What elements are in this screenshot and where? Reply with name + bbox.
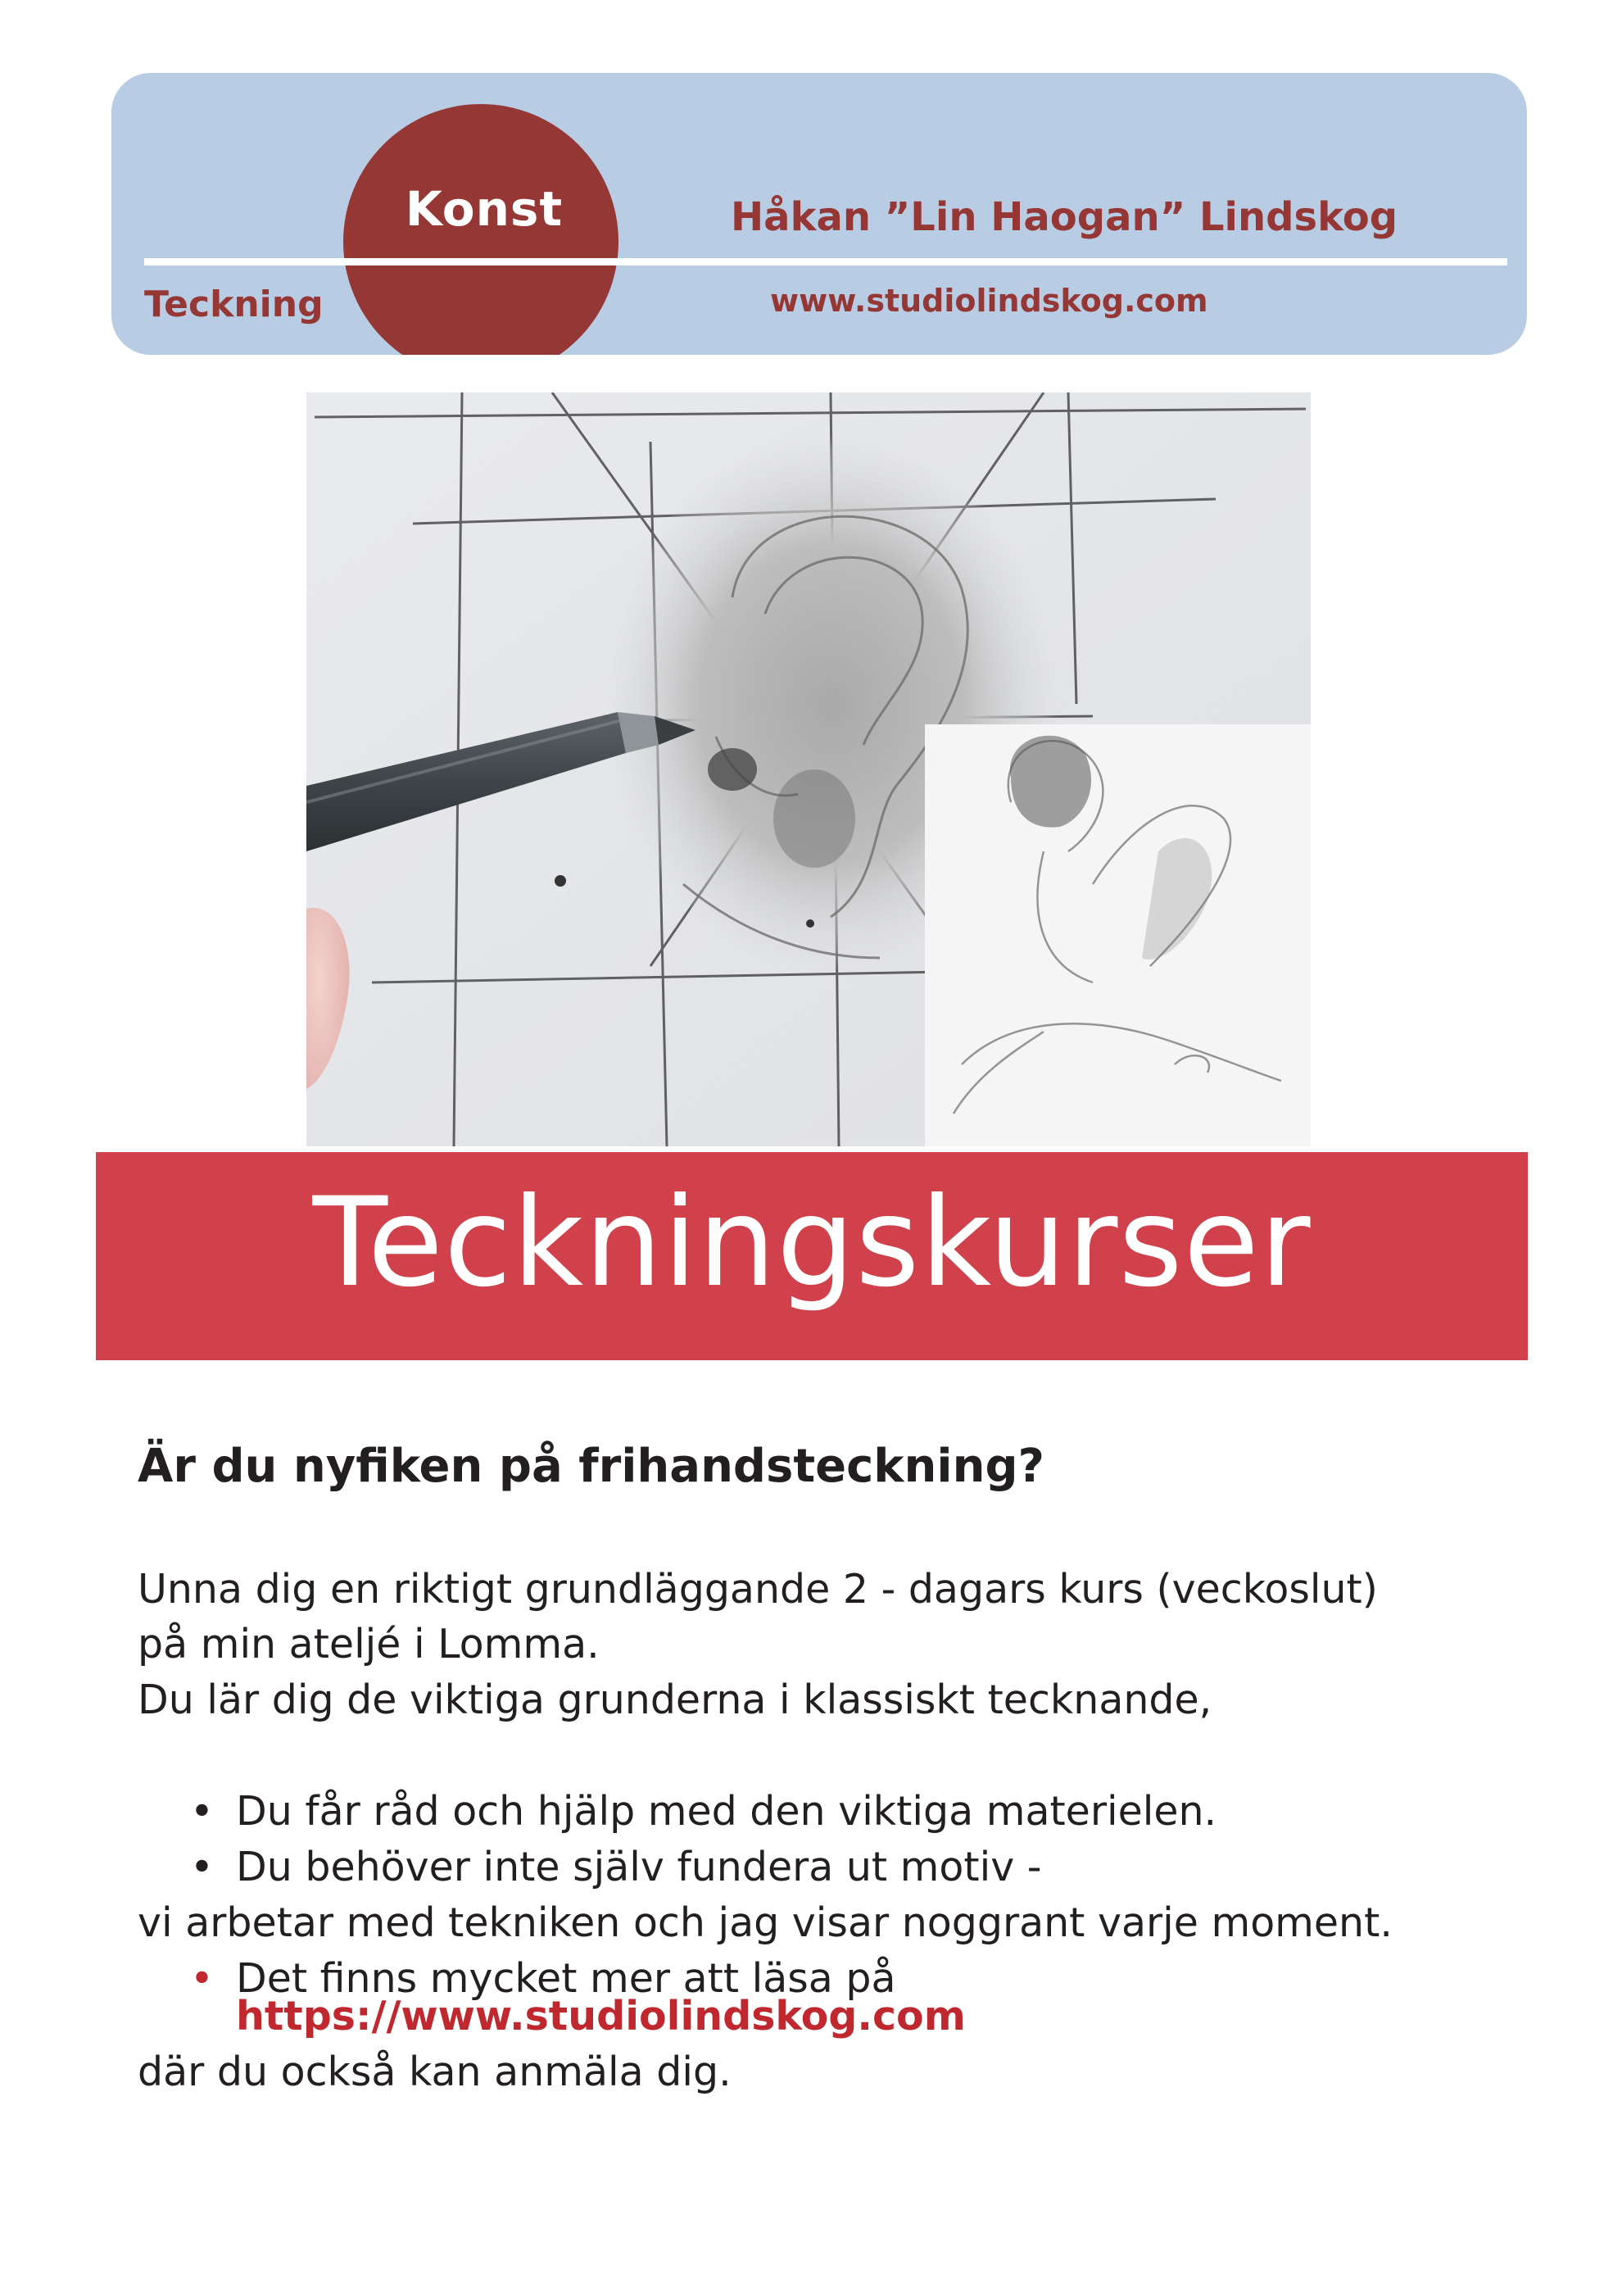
bullet-item: Du behöver inte själv fundera ut motiv - [236, 1844, 1042, 1890]
page-title: Teckningskurser [312, 1172, 1312, 1314]
header-category: Teckning [144, 284, 324, 325]
artist-name: Håkan ”Lin Haogan” Lindskog [731, 194, 1398, 240]
title-band [96, 1152, 1528, 1360]
header-badge: Konst [405, 181, 564, 237]
intro-line: Du lär dig de viktiga grunderna i klassiskt tecknande, [138, 1677, 1212, 1723]
header-divider [144, 258, 1507, 265]
bullet-dot: • [190, 1788, 214, 1835]
drawing-photo [306, 392, 1311, 1146]
bullet-item: Du får råd och hjälp med den viktiga materielen. [236, 1788, 1217, 1835]
bullet-item: Det finns mycket mer att läsa på [236, 1955, 896, 2002]
closing-line: där du också kan anmäla dig. [138, 2049, 732, 2095]
intro-line: på min ateljé i Lomma. [138, 1621, 600, 1668]
website-link[interactable]: https://www.studiolindskog.com [236, 1993, 966, 2040]
bullet-dot: • [190, 1955, 214, 2002]
header-banner [111, 73, 1527, 355]
intro-line: Unna dig en riktigt grundläggande 2 - dagars kurs (veckoslut) [138, 1566, 1378, 1613]
bullet-dot: • [190, 1844, 214, 1890]
continuation-line: vi arbetar med tekniken och jag visar noggrant varje moment. [138, 1899, 1393, 1946]
header-website: www.studiolindskog.com [770, 283, 1208, 319]
question-heading: Är du nyfiken på frihandsteckning? [138, 1440, 1045, 1493]
